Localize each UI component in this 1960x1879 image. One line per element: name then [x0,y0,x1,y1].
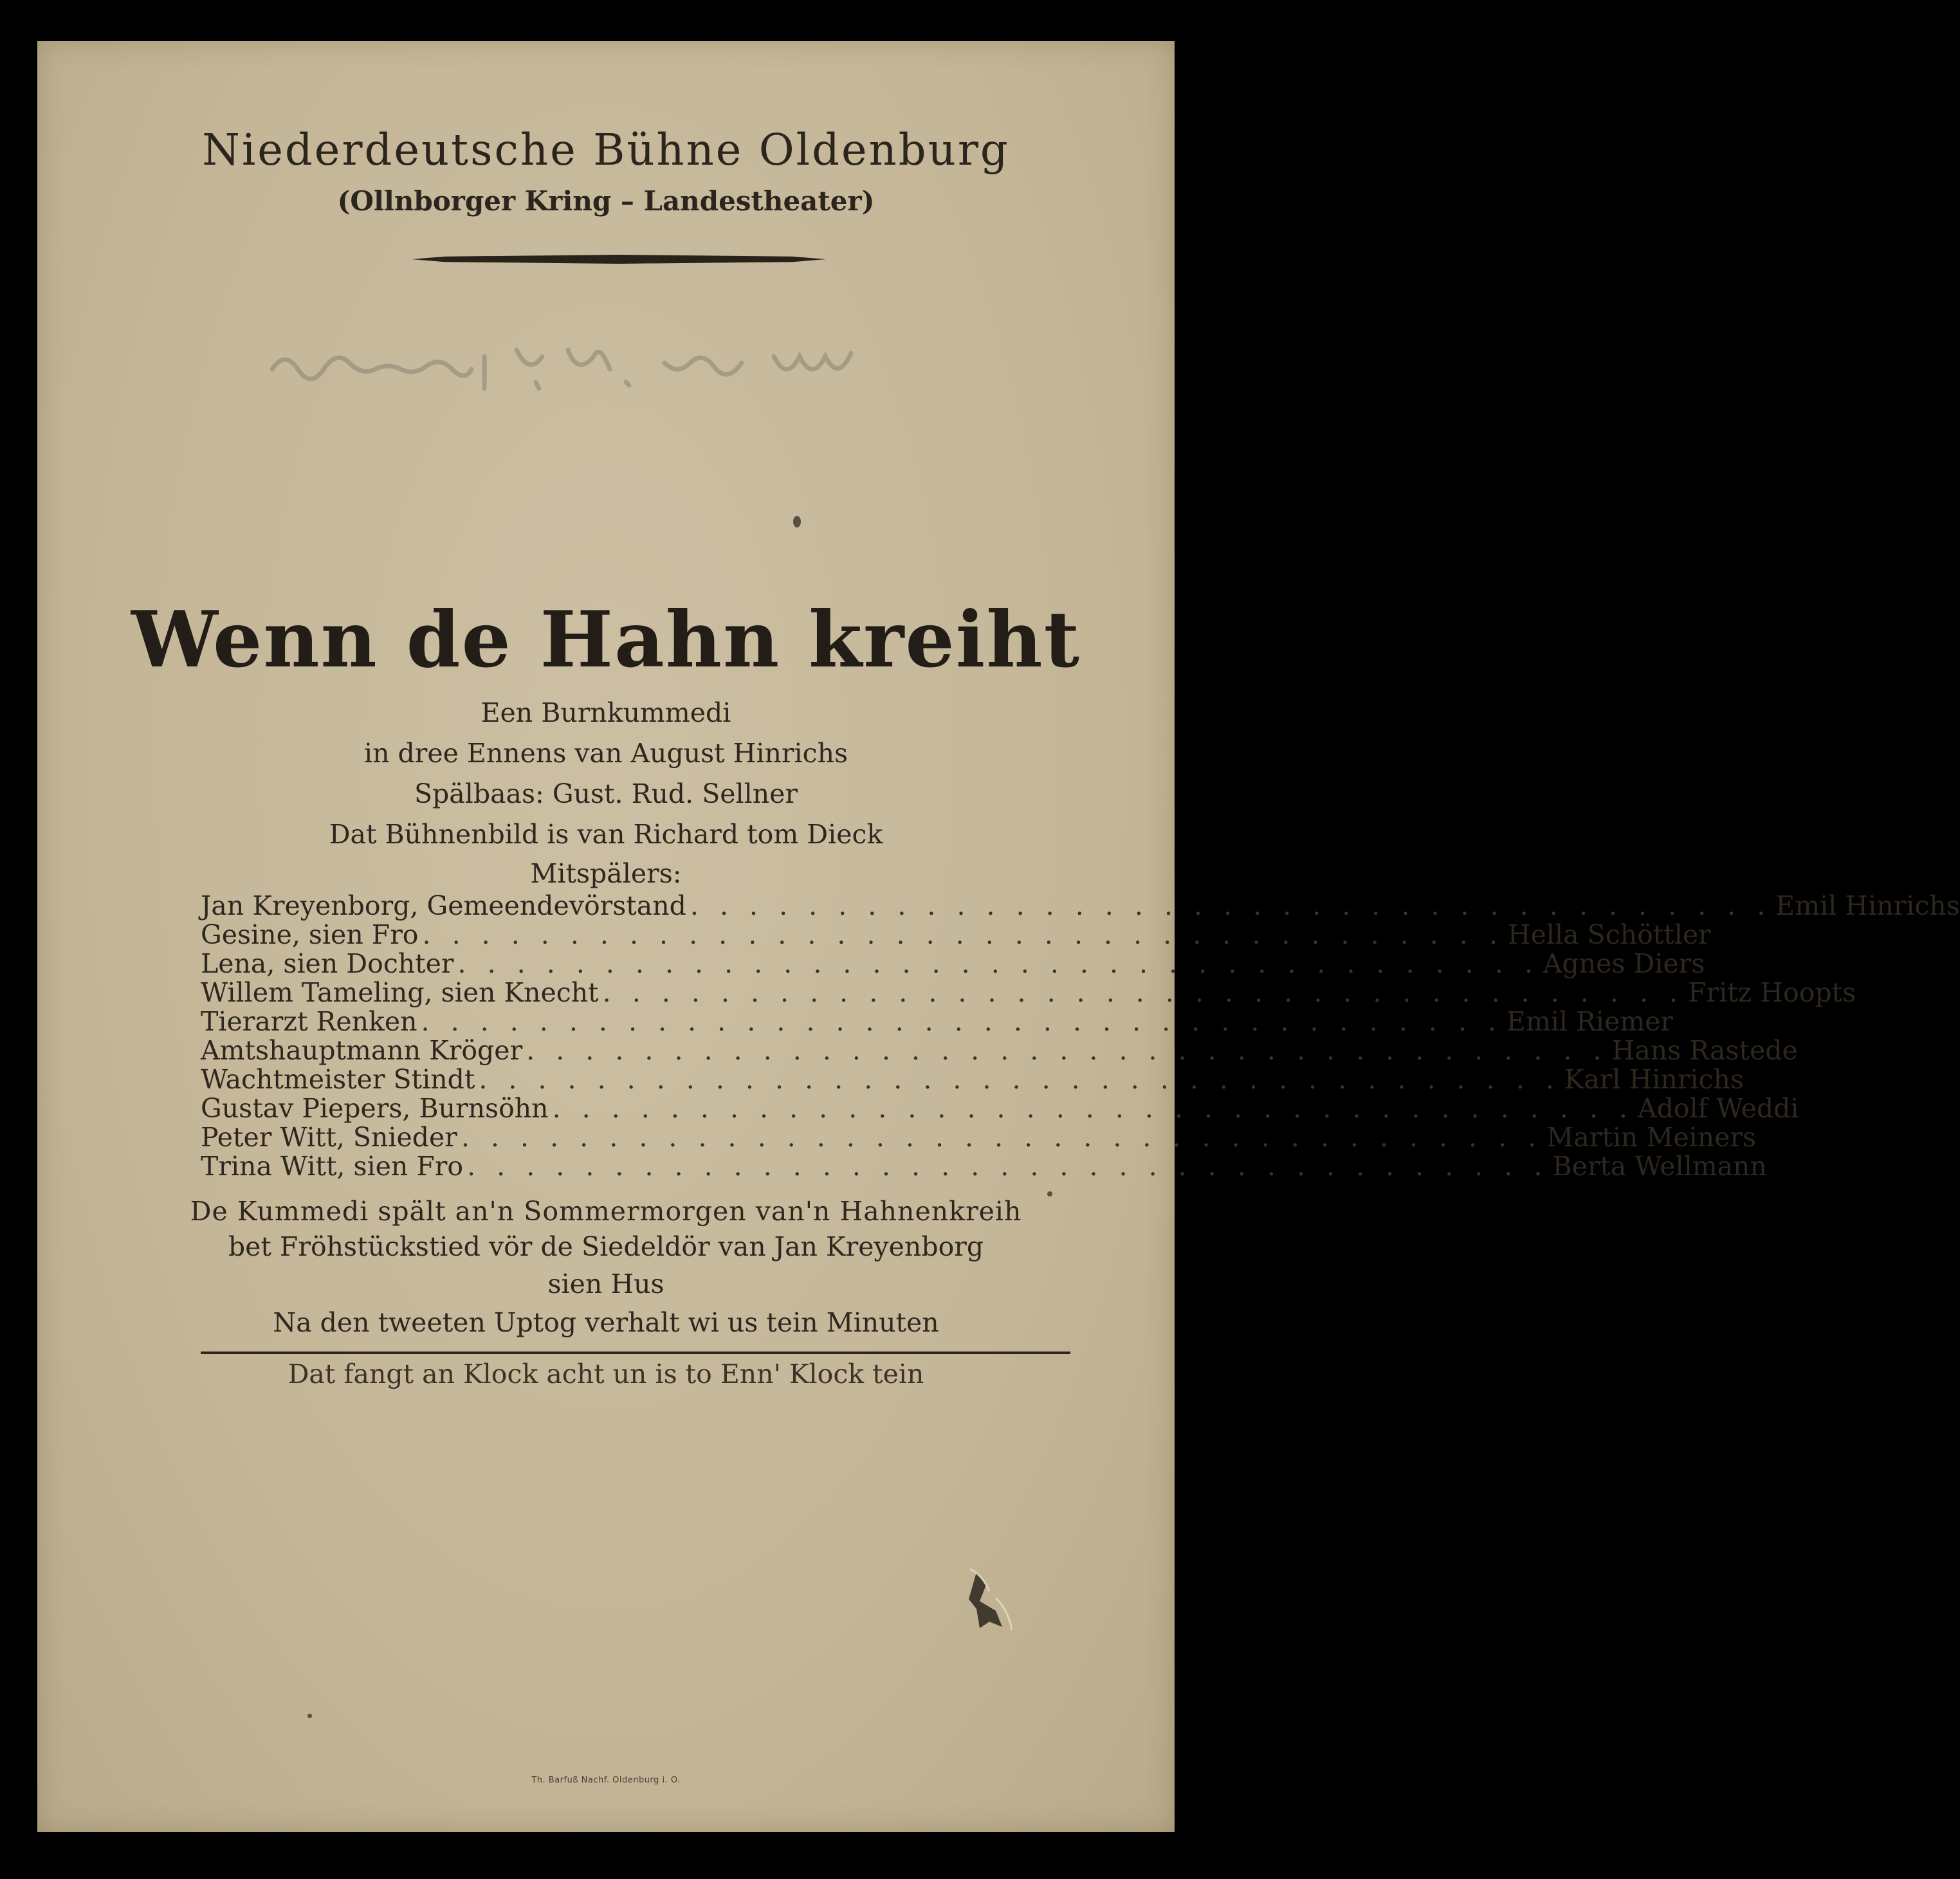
cast-actor: Karl Hinrichs [1564,1064,1744,1095]
setting-line-3: sien Hus [547,1269,664,1299]
setting-line-1: De Kummedi spält an'n Sommermorgen van'n Hahnenkreih [190,1196,1022,1227]
performance-times: Dat fangt an Klock acht un is to Enn' Klock tein [288,1359,924,1389]
director-line: Spälbaas: Gust. Rud. Sellner [414,778,798,809]
cast-actor: Hella Schöttler [1507,919,1711,950]
cast-leader-dots: . . . . . . . . . . . . . . . . . . . . . . . . . . . . . . . . . . . . . [422,919,1504,950]
cast-actor: Berta Wellmann [1552,1151,1767,1182]
stain-dot [1047,1191,1052,1196]
set-designer-line: Dat Bühnenbild is van Richard tom Dieck [329,819,883,850]
cast-row [201,1006,1673,1037]
cast-row [201,919,1711,950]
cast-leader-dots: . . . . . . . . . . . . . . . . . . . . . . . . . . . . . . . . . . . . . [421,1006,1503,1037]
cast-actor: Fritz Hoopts [1688,977,1856,1008]
cast-leader-dots: . . . . . . . . . . . . . . . . . . . . . . . . . . . . . . . . . . . . . [526,1035,1608,1066]
stain-dot [307,1714,312,1718]
intermission-note: Na den tweeten Uptog verhalt wi us tein Minuten [273,1307,939,1338]
printer-credit: Th. Barfuß Nachf. Oldenburg i. O. [531,1775,681,1785]
play-genre: Een Burnkummedi [481,697,731,728]
cast-actor: Emil Riemer [1506,1006,1673,1037]
cast-actor: Emil Hinrichs [1775,890,1960,921]
cast-actor: Agnes Diers [1543,948,1705,979]
cast-row [201,1064,1744,1095]
paper-tear-mark [951,1559,1021,1643]
cast-role: Amtshauptmann Kröger [201,1035,523,1066]
cast-leader-dots: . . . . . . . . . . . . . . . . . . . . . . . . . . . . . . . . . . . . . [479,1064,1561,1095]
cast-role: Jan Kreyenborg, Gemeendevörstand [201,890,686,921]
author-line: in dree Ennens van August Hinrichs [363,738,848,769]
cast-role: Wachtmeister Stindt [201,1064,475,1095]
cast-role: Lena, sien Dochter [201,948,454,979]
theater-name: Niederdeutsche Bühne Oldenburg [202,125,1010,175]
cast-role: Trina Witt, sien Fro [201,1151,464,1182]
cast-row [201,890,1960,921]
cast-actor: Adolf Weddi [1637,1093,1799,1124]
stain-dot [793,516,801,527]
cast-leader-dots: . . . . . . . . . . . . . . . . . . . . . . . . . . . . . . . . . . . . . [690,890,1772,921]
cast-leader-dots: . . . . . . . . . . . . . . . . . . . . . . . . . . . . . . . . . . . . . [602,977,1685,1008]
ornamental-divider [412,255,826,264]
cast-actor: Hans Rastede [1611,1035,1798,1066]
cast-row [201,977,1856,1008]
cast-row [201,1035,1798,1066]
playbill-sheet [37,41,1960,1832]
cast-actor: Martin Meiners [1546,1122,1757,1153]
pencil-annotation-scribble [266,324,935,408]
theater-subtitle: (Ollnborger Kring – Landestheater) [337,185,875,217]
cast-list [201,890,1960,1182]
cast-leader-dots: . . . . . . . . . . . . . . . . . . . . . . . . . . . . . . . . . . . . . [552,1093,1634,1124]
cast-role: Tierarzt Renken [201,1006,417,1037]
setting-line-2: bet Fröhstückstied vör de Siedeldör van Jan Kreyenborg [228,1231,984,1262]
play-title: Wenn de Hahn kreiht [131,594,1081,685]
cast-row [201,1122,1757,1153]
cast-role: Gesine, sien Fro [201,919,419,950]
cast-role: Peter Witt, Snieder [201,1122,457,1153]
horizontal-rule [201,1352,1070,1354]
cast-row [201,948,1705,979]
cast-row [201,1151,1767,1182]
cast-role: Willem Tameling, sien Knecht [201,977,599,1008]
cast-leader-dots: . . . . . . . . . . . . . . . . . . . . . . . . . . . . . . . . . . . . . [457,948,1539,979]
cast-heading: Mitspälers: [530,858,682,889]
cast-row [201,1093,1799,1124]
cast-leader-dots: . . . . . . . . . . . . . . . . . . . . . . . . . . . . . . . . . . . . . [461,1122,1543,1153]
cast-role: Gustav Piepers, Burnsöhn [201,1093,549,1124]
cast-leader-dots: . . . . . . . . . . . . . . . . . . . . . . . . . . . . . . . . . . . . . [467,1151,1549,1182]
